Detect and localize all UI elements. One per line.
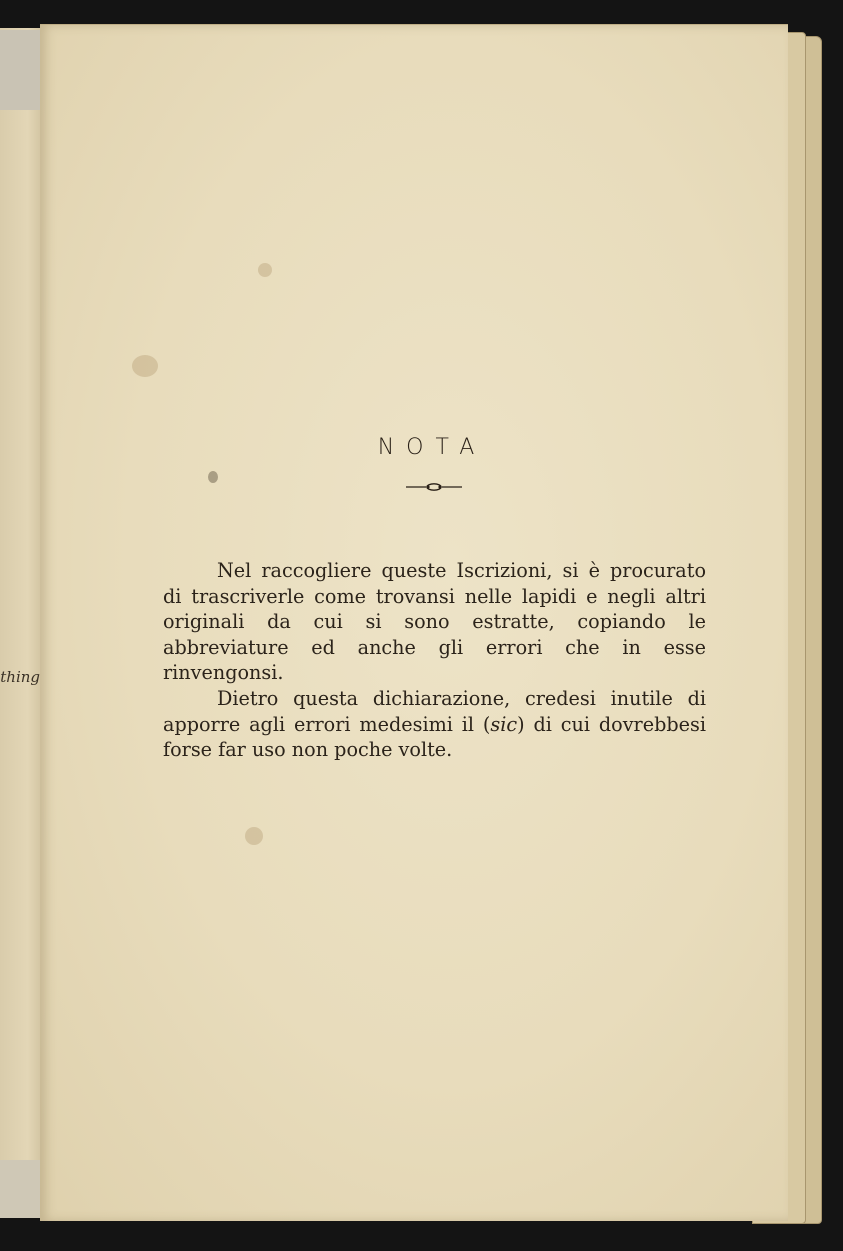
paragraph-2-start: Dietro questa dichiarazione, credesi inutile di apporre agli errori medesimi il (: [163, 686, 706, 736]
binding-tape-bottom: [0, 1160, 42, 1218]
paper-stain: [132, 355, 158, 377]
note-body: [163, 558, 706, 763]
sic-italic: sic: [490, 712, 518, 736]
book-page: [40, 24, 788, 1221]
paper-stain: [258, 263, 272, 277]
binding-tape-top: [0, 30, 42, 110]
paper-stain: [245, 827, 263, 845]
previous-page-word-fragment: thing: [0, 668, 40, 686]
page-title: NOTA: [377, 435, 487, 460]
paper-stain: [208, 471, 218, 483]
paragraph-2-end: ) di cui dovrebbesi forse far uso non poche volte.: [163, 712, 706, 762]
ornament-divider-icon: [406, 482, 462, 492]
paragraph-1: Nel raccogliere queste Iscrizioni, si è procurato di trascriverle come trovansi nelle lapidi e negli altri originali da cui si sono estratte, copiando le abbreviature ed anche gli errori che in esse rinvengonsi.: [163, 559, 706, 685]
paragraph-2: [163, 686, 706, 763]
